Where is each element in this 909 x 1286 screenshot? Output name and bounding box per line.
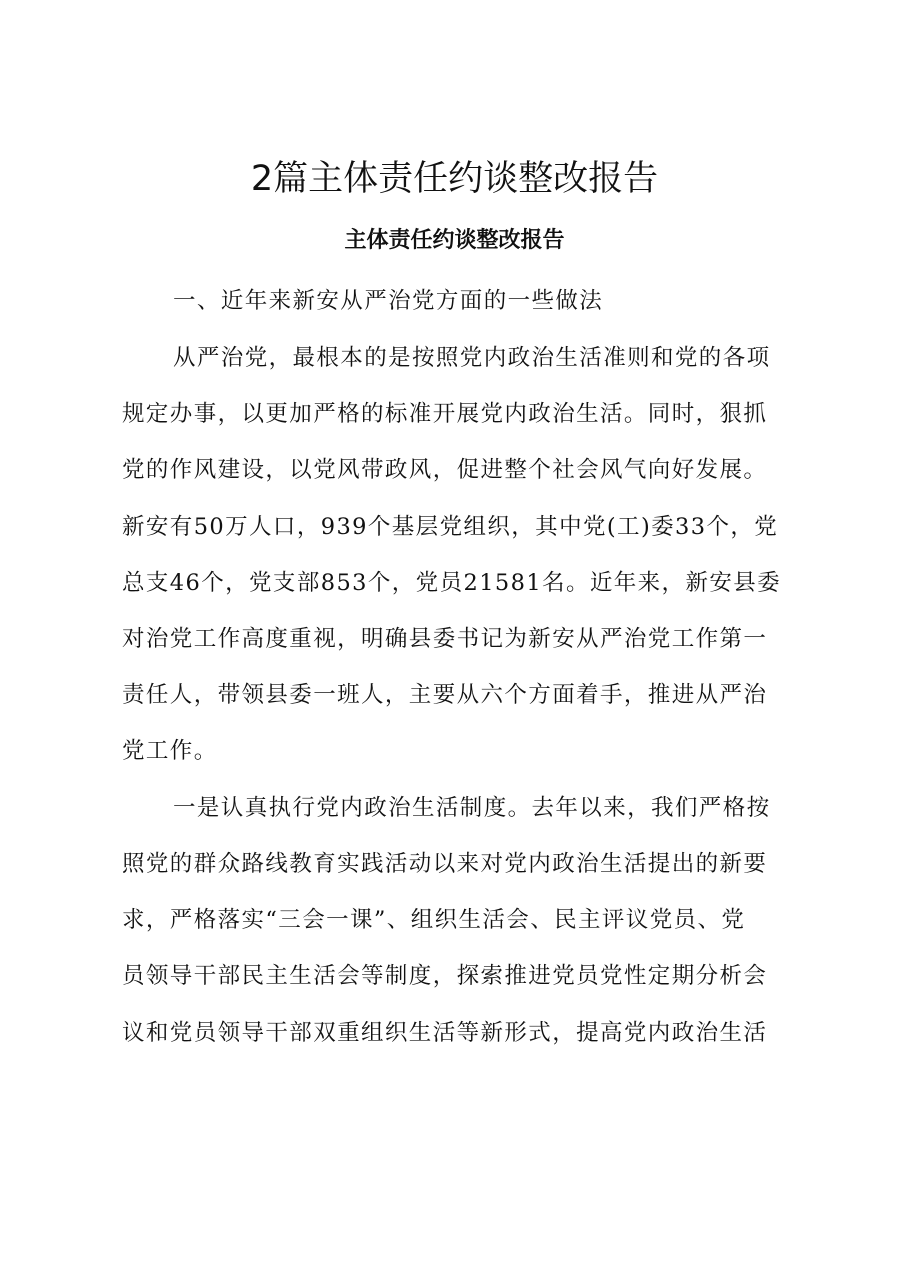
paragraph-line: 规定办事，以更加严格的标准开展党内政治生活。同时，狠抓 (122, 401, 768, 427)
paragraph-line: 党工作。 (122, 738, 218, 764)
paragraph-line: 新安有50万人口，939个基层党组织，其中党(工)委33个，党 (122, 514, 779, 540)
paragraph-line: 照党的群众路线教育实践活动以来对党内政治生活提出的新要 (122, 851, 768, 877)
paragraph-line: 对治党工作高度重视，明确县委书记为新安从严治党工作第一 (122, 626, 768, 652)
paragraph-line: 求，严格落实“三会一课”、组织生活会、民主评议党员、党 (122, 907, 746, 933)
document-title: 2篇主体责任约谈整改报告 (250, 159, 659, 199)
paragraph-line: 员领导干部民主生活会等制度，探索推进党员党性定期分析会 (122, 963, 768, 989)
paragraph-line: 党的作风建设，以党风带政风，促进整个社会风气向好发展。 (122, 457, 768, 483)
paragraph-line: 议和党员领导干部双重组织生活等新形式，提高党内政治生活 (122, 1020, 768, 1046)
section-heading: 一、近年来新安从严治党方面的一些做法 (173, 288, 604, 314)
paragraph-line: 总支46个，党支部853个，党员21581名。近年来，新安县委 (122, 570, 782, 596)
paragraph-line: 从严治党，最根本的是按照党内政治生活准则和党的各项 (173, 345, 771, 371)
document-subtitle: 主体责任约谈整改报告 (344, 228, 565, 253)
paragraph-line: 一是认真执行党内政治生活制度。去年以来，我们严格按 (173, 795, 771, 821)
paragraph-line: 责任人，带领县委一班人，主要从六个方面着手，推进从严治 (122, 682, 768, 708)
